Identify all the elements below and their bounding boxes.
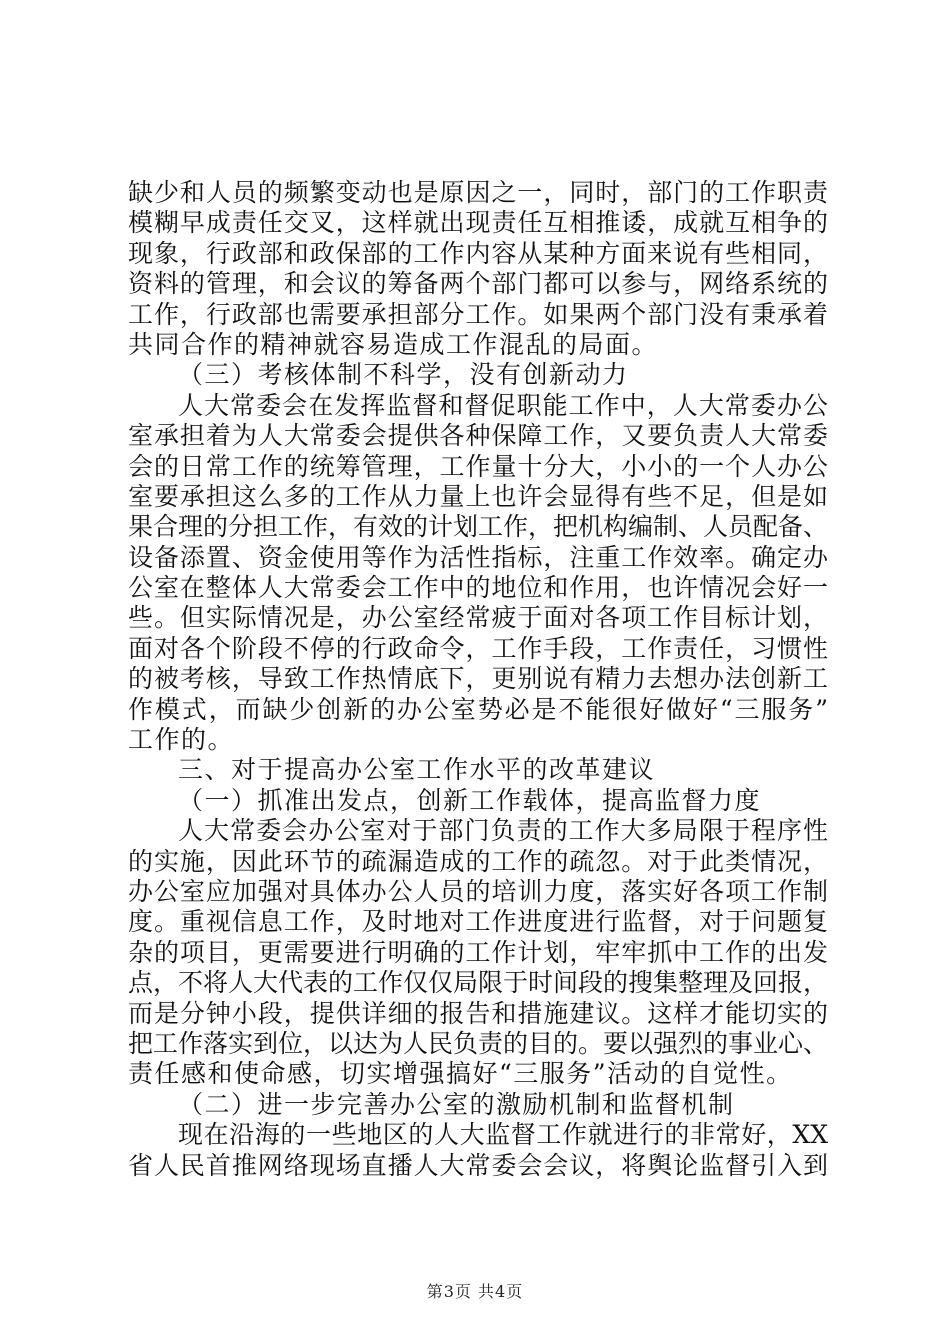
text-line: 责任感和使命感，切实增强搞好“三服务”活动的自觉性。 — [128, 1059, 793, 1089]
page-number-footer: 第3页 共4页 — [426, 1282, 524, 1301]
text-line: 设备添置、资金使用等作为活性指标，注重工作效率。确定办 — [128, 542, 828, 572]
section-heading: （二）进一步完善办公室的激励机制和监督机制 — [178, 1089, 735, 1119]
text-line: 室承担着为人大常委会提供各种保障工作，又要负责人大常委 — [128, 421, 828, 451]
text-line: 人大常委会在发挥监督和督促职能工作中，人大常委办公 — [178, 390, 828, 420]
text-line: 而是分钟小段，提供详细的报告和措施建议。这样才能切实的 — [128, 998, 828, 1028]
section-heading: 三、对于提高办公室工作水平的改革建议 — [178, 755, 656, 785]
text-line: 杂的项目，更需要进行明确的工作计划，牢牢抓中工作的出发 — [128, 937, 828, 967]
text-line: 工作，行政部也需要承担部分工作。如果两个部门没有秉承着 — [128, 299, 828, 329]
text-line: 办公室应加强对具体办公人员的培训力度，落实好各项工作制 — [128, 876, 828, 906]
document-body — [128, 178, 828, 1181]
text-line: 缺少和人员的频繁变动也是原因之一，同时，部门的工作职责 — [128, 178, 828, 207]
text-line: 省人民首推网络现场直播人大常委会会议，将舆论监督引入到 — [128, 1150, 828, 1180]
text-line: 的实施，因此环节的疏漏造成的工作的疏忽。对于此类情况， — [128, 846, 828, 876]
section-heading: （一）抓准出发点，创新工作载体，提高监督力度 — [178, 785, 762, 815]
text-line: 共同合作的精神就容易造成工作混乱的局面。 — [128, 329, 659, 359]
text-line: 把工作落实到位，以达为人民负责的目的。要以强烈的事业心、 — [128, 1028, 829, 1058]
text-line: 果合理的分担工作，有效的计划工作，把机构编制、人员配备、 — [128, 512, 829, 542]
text-line: 度。重视信息工作，及时地对工作进度进行监督，对于问题复 — [128, 907, 828, 937]
text-line: 现在沿海的一些地区的人大监督工作就进行的非常好，XX — [178, 1120, 828, 1150]
text-line: 人大常委会办公室对于部门负责的工作大多局限于程序性 — [178, 816, 828, 846]
text-line: 模糊早成责任交叉，这样就出现责任互相推诿，成就互相争的 — [128, 208, 828, 238]
text-line: 的被考核，导致工作热情底下，更别说有精力去想办法创新工 — [128, 664, 828, 694]
section-heading: （三）考核体制不科学，没有创新动力 — [178, 360, 629, 390]
text-line: 室要承担这么多的工作从力量上也许会显得有些不足，但是如 — [128, 481, 828, 511]
text-line: 作模式，而缺少创新的办公室势必是不能很好做好“三服务” — [128, 694, 828, 724]
text-line: 点，不将人大代表的工作仅仅局限于时间段的搜集整理及回报， — [128, 968, 829, 998]
text-line: 公室在整体人大常委会工作中的地位和作用，也许情况会好一 — [128, 573, 828, 603]
text-line: 面对各个阶段不停的行政命令，工作手段，工作责任，习惯性 — [128, 633, 828, 663]
text-line: 资料的管理，和会议的筹备两个部门都可以参与，网络系统的 — [128, 269, 828, 299]
text-line: 工作的。 — [128, 725, 235, 755]
text-line: 现象，行政部和政保部的工作内容从某种方面来说有些相同， — [128, 238, 828, 268]
text-line: 些。但实际情况是，办公室经常疲于面对各项工作目标计划， — [128, 603, 828, 633]
text-line: 会的日常工作的统筹管理，工作量十分大，小小的一个人办公 — [128, 451, 828, 481]
